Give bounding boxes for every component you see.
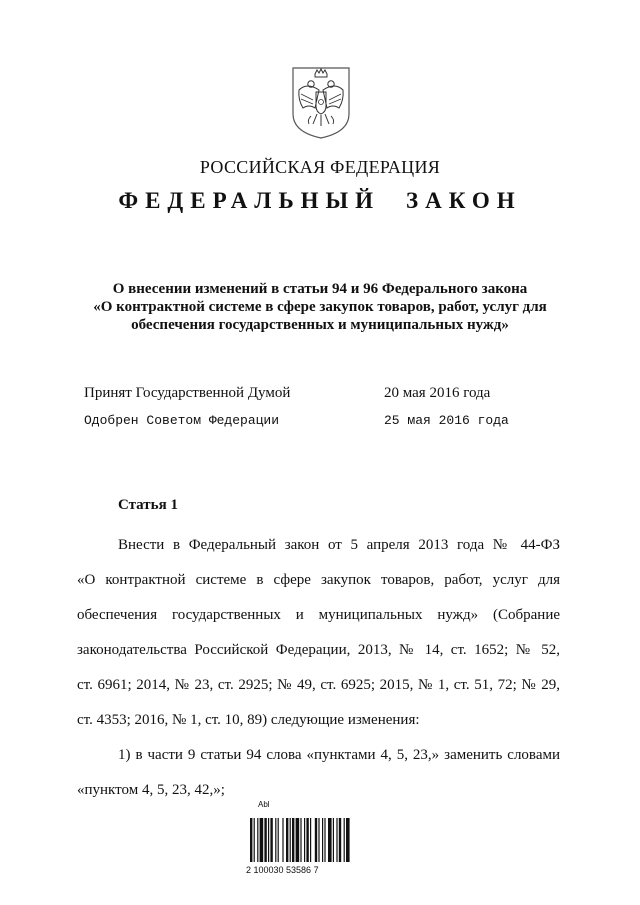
paragraph-line: «О контрактной системе в сфере закупок товаров, работ, услуг для <box>77 572 560 588</box>
law-title-line: О внесении изменений в статьи 94 и 96 Федерального закона <box>112 281 528 297</box>
paragraph-line: обеспечения государственных и муниципальных нужд» (Собрание <box>77 607 560 623</box>
coat-of-arms-icon <box>289 64 353 140</box>
adoption-date: 25 мая 2016 года <box>384 413 509 428</box>
article-heading: Статья 1 <box>118 497 178 513</box>
document-type-word-1: ФЕДЕРАЛЬНЫЙ <box>118 188 381 213</box>
paragraph-line: «пунктом 4, 5, 23, 42,»; <box>77 782 225 798</box>
document-type-word-2: ЗАКОН <box>406 188 522 213</box>
article-body <box>77 528 560 808</box>
paragraph-line: Внести в Федеральный закон от 5 апреля 2013 года № 44-ФЗ <box>118 537 560 553</box>
country-name: РОССИЙСКАЯ ФЕДЕРАЦИЯ <box>199 157 441 177</box>
adoption-label: Одобрен Советом Федерации <box>84 413 280 428</box>
adoption-label: Принят Государственной Думой <box>84 385 291 401</box>
barcode-icon <box>246 818 396 868</box>
paragraph-line: законодательства Российской Федерации, 2013, № 14, ст. 1652; № 52, <box>77 642 560 658</box>
law-title-line: «О контрактной системе в сфере закупок товаров, работ, услуг для <box>93 299 547 315</box>
document-type <box>0 188 640 214</box>
law-title-line: обеспечения государственных и муниципальных нужд» <box>131 317 509 333</box>
adoption-date: 20 мая 2016 года <box>384 385 491 401</box>
barcode-number: 2 100030 53586 7 <box>246 865 319 875</box>
paragraph-line: 1) в части 9 статьи 94 слова «пунктами 4, 5, 23,» заменить словами <box>118 747 560 763</box>
paragraph-line: ст. 4353; 2016, № 1, ст. 10, 89) следующие изменения: <box>77 712 420 728</box>
law-title <box>70 280 570 334</box>
barcode-code: Abl <box>258 800 270 809</box>
paragraph-line: ст. 6961; 2014, № 23, ст. 2925; № 49, ст. 6925; 2015, № 1, ст. 51, 72; № 29, <box>77 677 560 693</box>
